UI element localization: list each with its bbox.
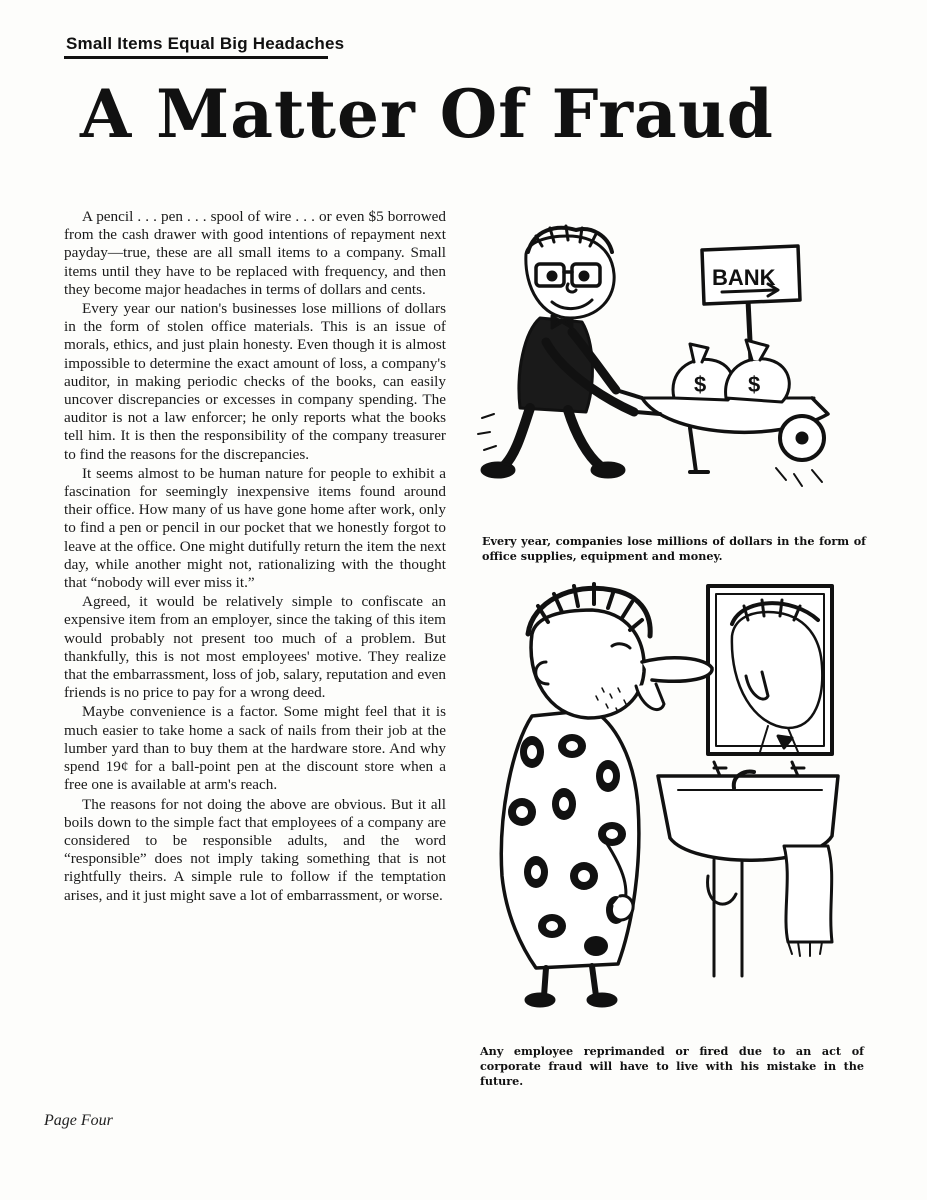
money-bag-symbol: $: [694, 372, 707, 397]
article-body: [64, 208, 446, 906]
mirror-cartoon-illustration: [492, 576, 852, 1014]
bank-cartoon-illustration: [476, 222, 868, 498]
mirror-cartoon-caption: Any employee reprimanded or fired due to an act of corporate fraud will have to live with his mistake in the future.: [480, 1044, 864, 1088]
article-paragraph: It seems almost to be human nature for people to exhibit a fascination for seemingly inexpensive items found around their office. How many of us have gone home after work, only to find a pen or pencil in our pocket that we honestly forgot to leave at the office. One might dutifully return the item the next day, while another might not, rationalizing with the thought that “nobody will ever miss it.”: [64, 464, 446, 592]
mirror-cartoon: [492, 576, 852, 1014]
article-paragraph: The reasons for not doing the above are obvious. But it all boils down to the simple fact that employees of a company are considered to be responsible adults, and the word “responsible” does not imply taking something that is not rightfully theirs. A simple rule to follow if the temptation arises, and it just might save a lot of embarrassment, or worse.: [64, 795, 446, 904]
bank-cartoon-caption: Every year, companies lose millions of dollars in the form of office supplies, equipment and money.: [482, 534, 866, 563]
article-paragraph: Maybe convenience is a factor. Some might feel that it is much easier to take home a sack of nails from their job at the lumber yard than to buy them at the hardware store. And why spend 19¢ for a ball-point pen at the discount store when a free one is available at arm's reach.: [64, 703, 446, 794]
kicker-underline: [64, 56, 328, 59]
bank-sign-text: BANK: [712, 265, 776, 290]
section-kicker: Small Items Equal Big Headaches: [66, 34, 345, 53]
bank-cartoon: [476, 222, 868, 498]
page-number: Page Four: [44, 1112, 113, 1129]
article-paragraph: Every year our nation's businesses lose millions of dollars in the form of stolen office materials. This is an issue of morals, ethics, and just plain honesty. Even though it is almost impossible to determine the exact amount of loss, a company's auditor, in making periodic checks of the books, can easily uncover discrepancies or excesses in company spending. The auditor is not a law enforcer; he only reports what the books tell him. It is then the responsibility of the company treasurer to find the reasons for the discrepancies.: [64, 300, 446, 463]
article-paragraph: Agreed, it would be relatively simple to confiscate an expensive item from an employer, since the taking of this item would probably not present too much of a problem. But thankfully, this is not most employees' motive. They realize that the embarrassment, loss of job, salary, reputation and even friends is no price to pay for a wrong deed.: [64, 593, 446, 702]
page-title: A Matter Of Fraud: [80, 75, 774, 153]
money-bag-symbol: $: [748, 372, 761, 397]
article-paragraph: A pencil . . . pen . . . spool of wire . . . or even $5 borrowed from the cash drawer with good intentions of repayment next payday—true, these are all small items to a company. Small items until they have to be replaced with frequency, and then they become major headaches in terms of dollars and cents.: [64, 208, 446, 298]
